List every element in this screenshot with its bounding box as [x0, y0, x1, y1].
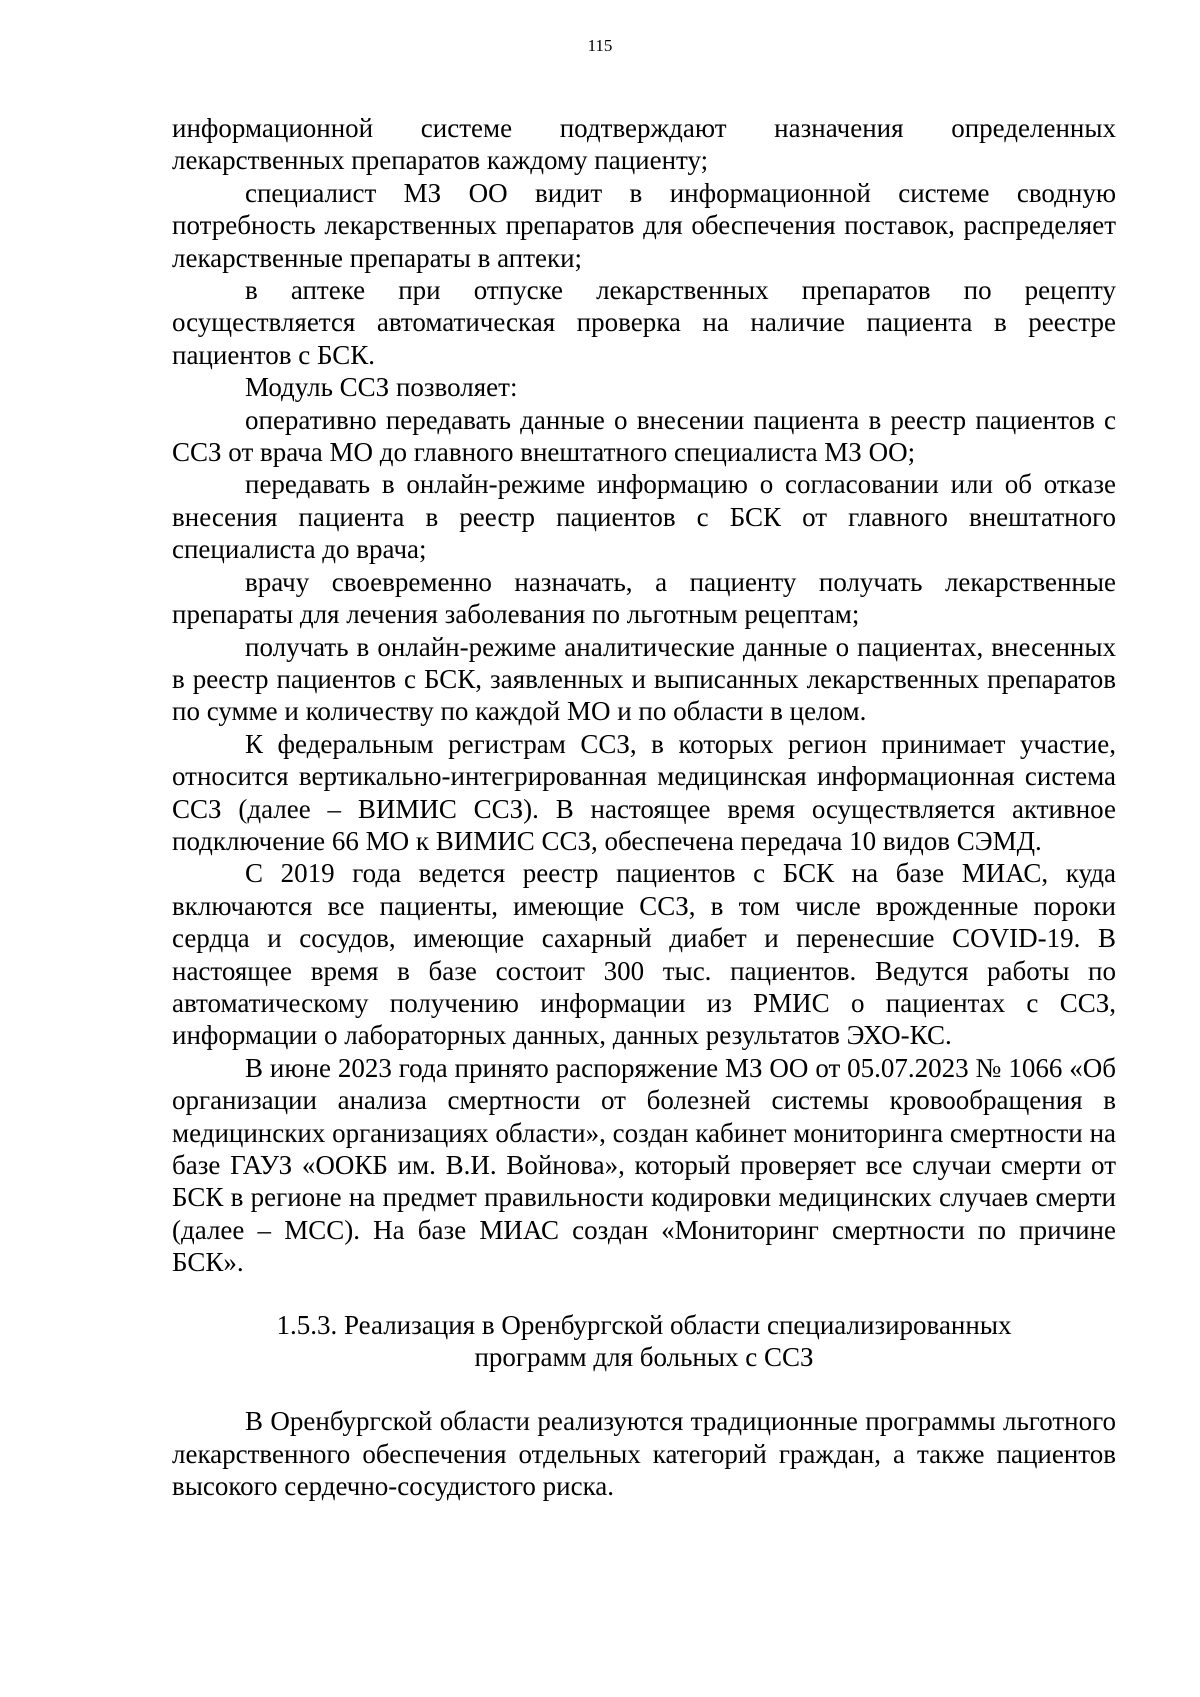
paragraph: С 2019 года ведется реестр пациентов с БСК на базе МИАС, куда включаются все пациенты, имеющие ССЗ, в том числе врожденные пороки сердца и сосудов, имеющие сахарный диабет и перенесшие COVID-19. В настоящее время в базе состоит 300 тыс. пациентов. Ведутся работы по автоматическому получению информации из РМИС о пациентах с ССЗ, информации о лабораторных данных, данных результатов ЭХО-КС.	[172, 858, 1116, 1051]
paragraph: В июне 2023 года принято распоряжение МЗ ОО от 05.07.2023 № 1066 «Об организации анализа смертности от болезней системы кровообращения в медицинских организациях области», создан кабинет мониторинга смертности на базе ГАУЗ «ООКБ им. В.И. Войнова», который проверяет все случаи смерти от БСК в регионе на предмет правильности кодировки медицинских случаев смерти (далее – МСС). На базе МИАС создан «Мониторинг смертности по причине БСК».	[172, 1052, 1116, 1278]
paragraph: получать в онлайн-режиме аналитические данные о пациентах, внесенных в реестр пациентов с БСК, заявленных и выписанных лекарственных препаратов по сумме и количеству по каждой МО и по области в целом.	[172, 631, 1116, 727]
paragraph: передавать в онлайн-режиме информацию о согласовании или об отказе внесения пациента в реестр пациентов с БСК от главного внештатного специалиста до врача;	[172, 469, 1116, 565]
paragraph: специалист МЗ ОО видит в информационной системе сводную потребность лекарственных препаратов для обеспечения поставок, распределяет лекарственные препараты в аптеки;	[172, 177, 1116, 273]
section-heading-line-1: 1.5.3. Реализация в Оренбургской области специализированных	[276, 1309, 1012, 1340]
paragraph: В Оренбургской области реализуются традиционные программы льготного лекарственного обеспечения отдельных категорий граждан, а также пациентов высокого сердечно-сосудистого риска.	[172, 1406, 1116, 1502]
paragraph: оперативно передавать данные о внесении пациента в реестр пациентов с ССЗ от врача МО до главного внештатного специалиста МЗ ОО;	[172, 404, 1116, 468]
paragraph: Модуль ССЗ позволяет:	[245, 372, 518, 403]
paragraph: информационной системе подтверждают назначения определенных лекарственных препаратов каждому пациенту;	[172, 113, 1116, 176]
section-heading	[172, 1309, 1116, 1374]
section-heading-line-2: программ для больных с ССЗ	[474, 1342, 814, 1373]
paragraph: в аптеке при отпуске лекарственных препаратов по рецепту осуществляется автоматическая проверка на наличие пациента в реестре пациентов с БСК.	[172, 275, 1116, 370]
document-body	[172, 112, 1116, 1503]
paragraphs-after-heading	[172, 1405, 1116, 1502]
paragraph: врачу своевременно назначать, а пациенту получать лекарственные препараты для лечения заболевания по льготным рецептам;	[172, 566, 1116, 630]
page-number: 115	[587, 36, 613, 55]
paragraph: К федеральным регистрам ССЗ, в которых регион принимает участие, относится вертикально-интегрированная медицинская информационная система ССЗ (далее – ВИМИС ССЗ). В настоящее время осуществляется активное подключение 66 МО к ВИМИС ССЗ, обеспечена передача 10 видов СЭМД.	[172, 728, 1116, 856]
paragraphs-before-heading	[172, 112, 1116, 1279]
